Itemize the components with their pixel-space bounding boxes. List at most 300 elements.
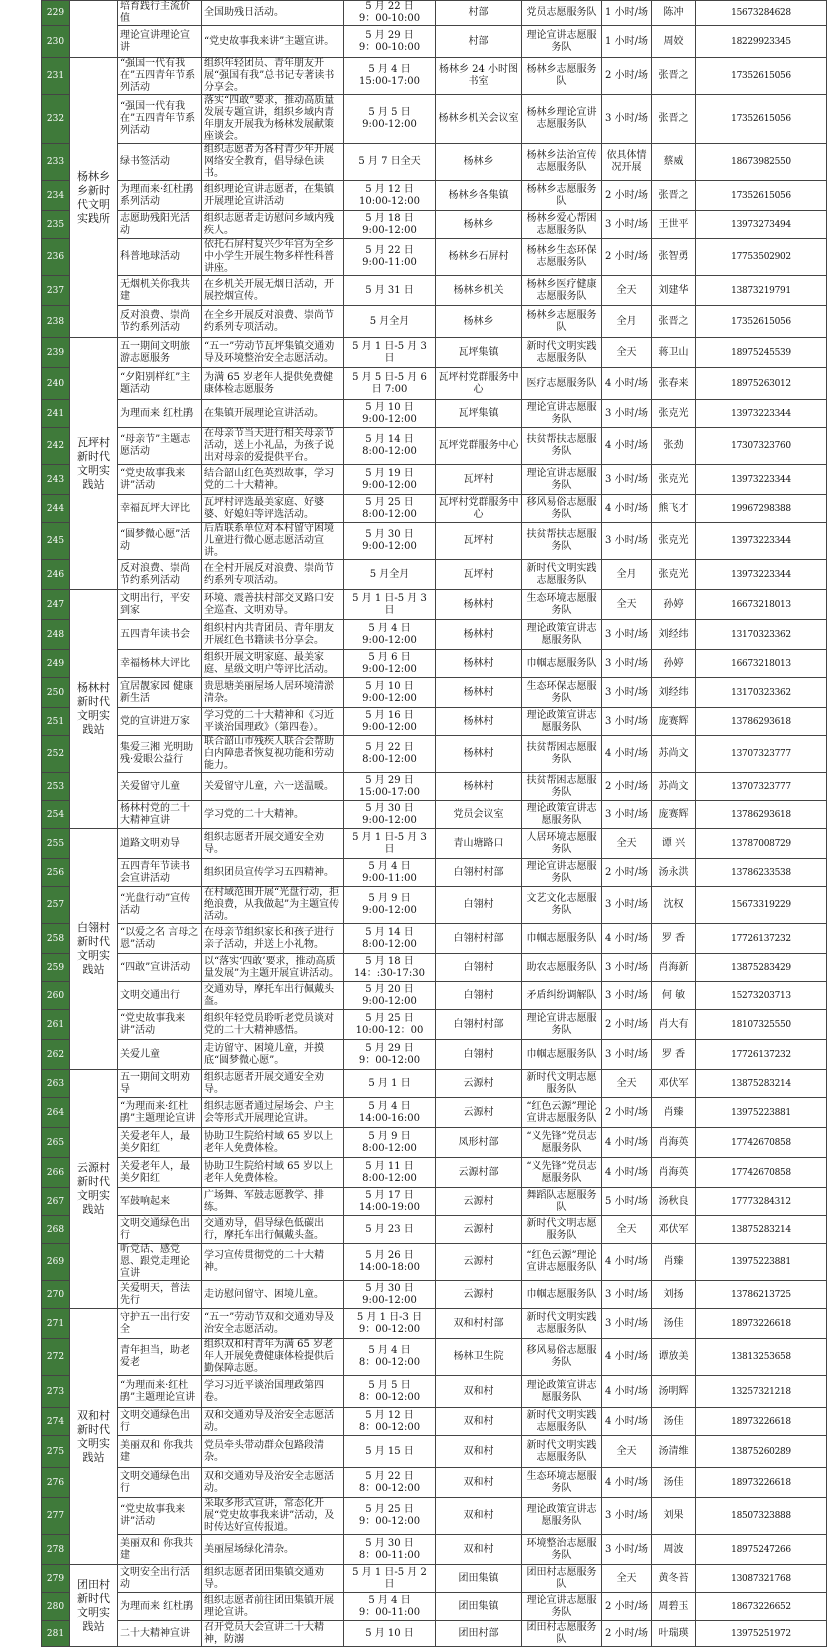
cell-row-number: 254 <box>42 801 70 829</box>
cell-contact: 孙婷 <box>652 590 696 620</box>
cell-phone: 17773284312 <box>696 1188 827 1216</box>
cell-activity: “强国一代有我在”五四青年节系列活动 <box>118 95 202 144</box>
cell-site-site-yanglinxiang: 杨林乡乡新时代文明实践所 <box>70 58 118 338</box>
cell-activity: “强国一代有我在”五四青年节系列活动 <box>118 58 202 95</box>
cell-place: 双和村 <box>436 1408 522 1436</box>
cell-duration: 3 小时/场 <box>602 887 652 924</box>
cell-duration: 1 小时/场 <box>602 26 652 58</box>
cell-contact: 肖臻 <box>652 1098 696 1128</box>
table-row <box>42 1128 827 1158</box>
cell-time: 5 月 16 日 9:00-12:00 <box>344 708 436 736</box>
cell-time: 5 月 18 日 14：:30-17:30 <box>344 954 436 982</box>
cell-team: 杨林乡法治宣传志愿服务队 <box>522 144 602 181</box>
cell-content: 组织志愿者开展交通安全劝导。 <box>202 829 344 859</box>
cell-content: 全国助残日活动。 <box>202 1 344 26</box>
cell-contact: 汤佳 <box>652 1309 696 1339</box>
cell-team: 新时代文明实践志愿服务队 <box>522 1436 602 1468</box>
cell-duration: 2 小时/场 <box>602 239 652 276</box>
cell-time: 5 月 25 日 8:00-12:00 <box>344 495 436 523</box>
cell-team: 新时代文明实践志愿服务队 <box>522 1309 602 1339</box>
cell-duration: 3 小时/场 <box>602 523 652 560</box>
cell-team: 文艺文化志愿服务队 <box>522 887 602 924</box>
table-row <box>42 859 827 887</box>
table-row <box>42 620 827 650</box>
cell-duration: 2 小时/场 <box>602 1621 652 1647</box>
cell-phone: 17753502902 <box>696 239 827 276</box>
cell-team: 团田村志愿服务队 <box>522 1621 602 1647</box>
cell-row-number: 253 <box>42 773 70 801</box>
cell-time: 5 月 4 日 8：00-12:00 <box>344 1339 436 1376</box>
cell-team: “义先锋”党员志愿服务队 <box>522 1158 602 1188</box>
cell-contact: 陈冲 <box>652 1 696 26</box>
cell-row-number: 239 <box>42 338 70 368</box>
cell-row-number: 230 <box>42 26 70 58</box>
cell-activity: 美丽双和 你我共建 <box>118 1535 202 1565</box>
cell-row-number: 237 <box>42 276 70 306</box>
table-row <box>42 1188 827 1216</box>
cell-activity: 五一期间文明劝导 <box>118 1070 202 1098</box>
cell-time: 5 月 19 日 9:00-12:00 <box>344 465 436 495</box>
cell-content: 交通劝导，摩托车出行佩戴头盔。 <box>202 982 344 1010</box>
cell-place: 杨林村 <box>436 590 522 620</box>
cell-row-number: 231 <box>42 58 70 95</box>
cell-content: 在全乡开展反对浪费、崇尚节约系列专项活动。 <box>202 306 344 338</box>
cell-contact: 张克光 <box>652 465 696 495</box>
cell-row-number: 264 <box>42 1098 70 1128</box>
cell-phone: 13875283214 <box>696 1070 827 1098</box>
cell-team: 理论宣讲志愿服务队 <box>522 1593 602 1621</box>
cell-team: 理论政策宣讲志愿服务队 <box>522 1498 602 1535</box>
cell-contact: 刘扬 <box>652 1281 696 1309</box>
table-row <box>42 1408 827 1436</box>
cell-activity: 关爱儿童 <box>118 1040 202 1070</box>
table-row <box>42 924 827 954</box>
cell-place: 杨林乡 24 小时图书室 <box>436 58 522 95</box>
cell-phone: 13973223344 <box>696 400 827 428</box>
cell-time: 5 月 14 日 8:00-12:00 <box>344 428 436 465</box>
table-row <box>42 1593 827 1621</box>
table-row <box>42 495 827 523</box>
cell-row-number: 250 <box>42 678 70 708</box>
cell-row-number: 249 <box>42 650 70 678</box>
cell-row-number: 277 <box>42 1498 70 1535</box>
cell-row-number: 240 <box>42 368 70 400</box>
cell-duration: 3 小时/场 <box>602 1309 652 1339</box>
cell-team: 医疗志愿服务队 <box>522 368 602 400</box>
cell-duration: 4 小时/场 <box>602 1244 652 1281</box>
cell-activity: 宜居靓家园 健康新生活 <box>118 678 202 708</box>
cell-site-site-shuanghe: 双和村新时代文明实践站 <box>70 1309 118 1565</box>
cell-row-number: 238 <box>42 306 70 338</box>
cell-team: 人居环境志愿服务队 <box>522 829 602 859</box>
cell-phone: 13975251972 <box>696 1621 827 1647</box>
cell-place: 双和村村部 <box>436 1309 522 1339</box>
cell-contact: 王世平 <box>652 211 696 239</box>
cell-row-number: 270 <box>42 1281 70 1309</box>
cell-duration: 4 小时/场 <box>602 924 652 954</box>
cell-duration: 2 小时/场 <box>602 859 652 887</box>
cell-duration: 全天 <box>602 276 652 306</box>
cell-place: 杨林村 <box>436 678 522 708</box>
cell-phone: 13786213725 <box>696 1281 827 1309</box>
cell-place: 双和村 <box>436 1468 522 1498</box>
cell-content: 组织团员宣传学习五四精神。 <box>202 859 344 887</box>
cell-phone: 18673982550 <box>696 144 827 181</box>
cell-place: 杨林乡各集镇 <box>436 181 522 211</box>
cell-content: 组织志愿者开展交通安全劝导。 <box>202 1070 344 1098</box>
cell-content: 以“落实‘四敢’要求，推动高质量发展”为主题开展宣讲活动。 <box>202 954 344 982</box>
cell-activity: “为理而来·红杜鹃”主题理论宣讲 <box>118 1376 202 1408</box>
cell-phone: 13875283429 <box>696 954 827 982</box>
cell-place: 白翎村村部 <box>436 859 522 887</box>
cell-time: 5 月 1 日-5 月 3 日 <box>344 338 436 368</box>
cell-row-number: 269 <box>42 1244 70 1281</box>
cell-duration: 3 小时/场 <box>602 954 652 982</box>
cell-row-number: 265 <box>42 1128 70 1158</box>
cell-place: 瓦坪党群服务中心 <box>436 428 522 465</box>
cell-place: 村部 <box>436 26 522 58</box>
cell-row-number: 260 <box>42 982 70 1010</box>
cell-contact: 汤佳 <box>652 1408 696 1436</box>
table-row <box>42 1216 827 1244</box>
cell-place: 云源村 <box>436 1244 522 1281</box>
cell-place: 杨林村 <box>436 620 522 650</box>
cell-contact: 肖臻 <box>652 1244 696 1281</box>
cell-phone: 17352615056 <box>696 58 827 95</box>
cell-phone: 17352615056 <box>696 181 827 211</box>
cell-phone: 13786293618 <box>696 801 827 829</box>
cell-duration: 全天 <box>602 338 652 368</box>
cell-place: 瓦坪集镇 <box>436 400 522 428</box>
cell-activity: 文明出行，平安到家 <box>118 590 202 620</box>
table-row <box>42 276 827 306</box>
cell-duration: 2 小时/场 <box>602 1593 652 1621</box>
cell-content: 环境、震善扶村部交叉路口安全巡查、文明劝导。 <box>202 590 344 620</box>
cell-contact: 庞赛辉 <box>652 801 696 829</box>
cell-time: 5 月 26 日 14:00-18:00 <box>344 1244 436 1281</box>
cell-contact: 邓伏军 <box>652 1216 696 1244</box>
cell-phone: 19967298388 <box>696 495 827 523</box>
cell-place: 瓦坪村 <box>436 523 522 560</box>
cell-row-number: 280 <box>42 1593 70 1621</box>
cell-place: 团田集镇 <box>436 1593 522 1621</box>
cell-time: 5 月 9 日 8:00-12:00 <box>344 1128 436 1158</box>
cell-content: 在全村开展反对浪费、崇尚节约系列专项活动。 <box>202 560 344 590</box>
table-row <box>42 58 827 95</box>
cell-row-number: 258 <box>42 924 70 954</box>
cell-contact: 谭放美 <box>652 1339 696 1376</box>
cell-content: 学习党的二十大精神。 <box>202 801 344 829</box>
cell-duration: 3 小时/场 <box>602 400 652 428</box>
cell-duration: 3 小时/场 <box>602 620 652 650</box>
cell-contact: 黄冬苔 <box>652 1565 696 1593</box>
cell-time: 5 月 31 日 <box>344 276 436 306</box>
cell-time: 5 月 25 日 10:00-12：00 <box>344 1010 436 1040</box>
cell-activity: “党史故事我来讲”活动 <box>118 1010 202 1040</box>
cell-place: 村部 <box>436 1 522 26</box>
cell-contact: 刘果 <box>652 1498 696 1535</box>
cell-contact: 肖海英 <box>652 1128 696 1158</box>
cell-contact: 张克光 <box>652 400 696 428</box>
table-row <box>42 678 827 708</box>
cell-contact: 苏尚文 <box>652 736 696 773</box>
cell-phone: 13973223344 <box>696 523 827 560</box>
table-row <box>42 1010 827 1040</box>
cell-row-number: 275 <box>42 1436 70 1468</box>
cell-phone: 17352615056 <box>696 95 827 144</box>
cell-contact: 蔡威 <box>652 144 696 181</box>
cell-row-number: 278 <box>42 1535 70 1565</box>
cell-activity: 关爱老年人，最美夕阳红 <box>118 1158 202 1188</box>
cell-duration: 全天 <box>602 590 652 620</box>
cell-content: 学习党的二十大精神和《习近平谈治国理政》（第四卷）。 <box>202 708 344 736</box>
cell-site-site-waping: 瓦坪村新时代文明实践站 <box>70 338 118 590</box>
cell-contact: 张春来 <box>652 368 696 400</box>
cell-activity: 幸福杨林大评比 <box>118 650 202 678</box>
cell-content: 召开党员大会宣讲二十大精神，防溺 <box>202 1621 344 1647</box>
cell-content: 组织志愿者前往团田集镇开展理论宣讲。 <box>202 1593 344 1621</box>
cell-duration: 2 小时/场 <box>602 58 652 95</box>
cell-place: 双和村 <box>436 1436 522 1468</box>
cell-time: 5 月 1 日 <box>344 1070 436 1098</box>
cell-place: 瓦坪集镇 <box>436 338 522 368</box>
cell-activity: 文明交通绿色出行 <box>118 1468 202 1498</box>
cell-row-number: 255 <box>42 829 70 859</box>
table-row <box>42 239 827 276</box>
cell-time: 5 月 7 日全天 <box>344 144 436 181</box>
cell-content: 采取多形式宣讲，常态化开展“党史故事我来讲”活动，及时传达好宣传报道。 <box>202 1498 344 1535</box>
cell-content: 学习宣传贯彻党的二十大精神。 <box>202 1244 344 1281</box>
cell-contact: 汤佳 <box>652 1468 696 1498</box>
cell-time: 5 月全月 <box>344 306 436 338</box>
cell-time: 5 月 10 日 9:00-12:00 <box>344 400 436 428</box>
cell-place: 双和村 <box>436 1376 522 1408</box>
cell-duration: 全天 <box>602 1436 652 1468</box>
cell-phone: 17352615056 <box>696 306 827 338</box>
cell-contact: 沈权 <box>652 887 696 924</box>
cell-contact: 庞赛辉 <box>652 708 696 736</box>
cell-row-number: 271 <box>42 1309 70 1339</box>
cell-time: 5 月 12 日 8：00-12:00 <box>344 1408 436 1436</box>
cell-time: 5 月 6 日 9:00-12:00 <box>344 650 436 678</box>
cell-place: 凤形村部 <box>436 1128 522 1158</box>
table-row <box>42 1436 827 1468</box>
cell-contact: 张劲 <box>652 428 696 465</box>
cell-content: 协助卫生院给村域 65 岁以上老年人免费体检。 <box>202 1128 344 1158</box>
cell-row-number: 261 <box>42 1010 70 1040</box>
cell-phone: 13875283214 <box>696 1216 827 1244</box>
table-row <box>42 95 827 144</box>
cell-time: 5 月 5 日 9:00-12:00 <box>344 95 436 144</box>
cell-team: 巾帼志愿服务队 <box>522 924 602 954</box>
cell-place: 双和村 <box>436 1498 522 1535</box>
cell-phone: 13786233538 <box>696 859 827 887</box>
table-row <box>42 1040 827 1070</box>
table-row <box>42 560 827 590</box>
cell-time: 5 月 4 日 9:00-11:00 <box>344 859 436 887</box>
cell-activity: 党的宣讲进万家 <box>118 708 202 736</box>
table-row <box>42 887 827 924</box>
cell-place: 白翎村 <box>436 887 522 924</box>
cell-team: 新时代文明志愿服务队 <box>522 1216 602 1244</box>
cell-activity: “圆梦微心愿”活动 <box>118 523 202 560</box>
cell-contact: 何 敏 <box>652 982 696 1010</box>
cell-content: 组织开展文明家庭、最美家庭、星级文明户等评比活动。 <box>202 650 344 678</box>
cell-content: 结合韶山红色英烈故事，学习党的二十大精神。 <box>202 465 344 495</box>
cell-time: 5 月 18 日 9:00-12:00 <box>344 211 436 239</box>
cell-team: “红色云源”理论宣讲志愿服务队 <box>522 1098 602 1128</box>
cell-row-number: 268 <box>42 1216 70 1244</box>
cell-activity: 绿书签活动 <box>118 144 202 181</box>
cell-phone: 15673284628 <box>696 1 827 26</box>
table-row <box>42 1070 827 1098</box>
cell-row-number: 248 <box>42 620 70 650</box>
cell-team: 生态环保志愿服务队 <box>522 678 602 708</box>
cell-duration: 4 小时/场 <box>602 428 652 465</box>
cell-team: 杨林乡志愿服务队 <box>522 58 602 95</box>
cell-content: 组织志愿者为各村青少年开展网络安全教育，倡导绿色读书。 <box>202 144 344 181</box>
cell-time: 5 月 4 日 9：00-11:00 <box>344 1593 436 1621</box>
cell-team: 移风易俗志愿服务队 <box>522 495 602 523</box>
cell-row-number: 272 <box>42 1339 70 1376</box>
cell-contact: 熊飞才 <box>652 495 696 523</box>
table-row <box>42 368 827 400</box>
cell-row-number: 246 <box>42 560 70 590</box>
cell-phone: 17742670858 <box>696 1158 827 1188</box>
cell-team: 理论政策宣讲志愿服务队 <box>522 1376 602 1408</box>
cell-activity: 关爱老年人，最美夕阳红 <box>118 1128 202 1158</box>
cell-activity: 美丽双和 你我共建 <box>118 1436 202 1468</box>
cell-phone: 13786293618 <box>696 708 827 736</box>
cell-activity: 文明交通绿色出行 <box>118 1408 202 1436</box>
cell-activity: 为理而来 红杜鹃 <box>118 400 202 428</box>
cell-contact: 邓伏军 <box>652 1070 696 1098</box>
cell-team: 新时代文明实践志愿服务队 <box>522 560 602 590</box>
cell-row-number: 252 <box>42 736 70 773</box>
cell-row-number: 276 <box>42 1468 70 1498</box>
cell-activity: 文明交通出行 <box>118 982 202 1010</box>
table-row <box>42 801 827 829</box>
cell-place: 杨林乡 <box>436 306 522 338</box>
cell-team: 扶贫帮扶志愿服务队 <box>522 523 602 560</box>
table-row <box>42 982 827 1010</box>
cell-content: 走访留守、困境儿童，并摸底“圆梦微心愿”。 <box>202 1040 344 1070</box>
cell-team: 新时代文明实践志愿服务队 <box>522 338 602 368</box>
cell-contact: 蒋卫山 <box>652 338 696 368</box>
cell-contact: 肖大有 <box>652 1010 696 1040</box>
cell-row-number: 251 <box>42 708 70 736</box>
cell-duration: 2 小时/场 <box>602 181 652 211</box>
cell-content: 交通劝导，倡导绿色低碳出行，摩托车出行佩戴头盔。 <box>202 1216 344 1244</box>
cell-content: 瓦坪村评选最美家庭、好婆婆、好媳妇等评选活动。 <box>202 495 344 523</box>
cell-activity: “夕阳别样红”主题活动 <box>118 368 202 400</box>
cell-time: 5 月 10 日 <box>344 1621 436 1647</box>
cell-content: 组织志愿者走访慰问乡域内残疾人。 <box>202 211 344 239</box>
cell-phone: 13707323777 <box>696 736 827 773</box>
cell-activity: 军鼓响起来 <box>118 1188 202 1216</box>
cell-duration: 2 小时/场 <box>602 1098 652 1128</box>
table-row <box>42 1339 827 1376</box>
cell-phone: 13873219791 <box>696 276 827 306</box>
cell-duration: 3 小时/场 <box>602 982 652 1010</box>
cell-contact: 汤明辉 <box>652 1376 696 1408</box>
table-row <box>42 1098 827 1128</box>
cell-team: 理论政策宣讲志愿服务队 <box>522 708 602 736</box>
cell-team: 党员志愿服务队 <box>522 1 602 26</box>
table-row <box>42 1 827 26</box>
cell-activity: “四敢”宣讲活动 <box>118 954 202 982</box>
cell-content: 为满 65 岁老年人提供免费健康体检志愿服务 <box>202 368 344 400</box>
cell-contact: 罗 香 <box>652 1040 696 1070</box>
table-row <box>42 1621 827 1647</box>
cell-contact: 肖海英 <box>652 1158 696 1188</box>
cell-time: 5 月 11 日 8:00-12:00 <box>344 1158 436 1188</box>
cell-duration: 2 小时/场 <box>602 1010 652 1040</box>
cell-contact: 谭 兴 <box>652 829 696 859</box>
cell-time: 5 月 29 日 15:00-17:00 <box>344 773 436 801</box>
cell-duration: 全月 <box>602 560 652 590</box>
cell-team: 理论政策宣讲志愿服务队 <box>522 620 602 650</box>
cell-contact: 张晋之 <box>652 306 696 338</box>
cell-phone: 13707323777 <box>696 773 827 801</box>
cell-activity: 集爱三湘 光明助残·爱眼公益行 <box>118 736 202 773</box>
cell-time: 5 月 20 日 9:00-12:00 <box>344 982 436 1010</box>
cell-team: 理论宣讲志愿服务队 <box>522 400 602 428</box>
cell-phone: 18975247266 <box>696 1535 827 1565</box>
cell-activity: 二十大精神宣讲 <box>118 1621 202 1647</box>
cell-activity: 反对浪费、崇尚节约系列活动 <box>118 306 202 338</box>
cell-team: 杨林乡志愿服务队 <box>522 306 602 338</box>
cell-duration: 3 小时/场 <box>602 1281 652 1309</box>
cell-contact: 张克光 <box>652 523 696 560</box>
cell-content: 关爱留守儿童，六一送温暖。 <box>202 773 344 801</box>
table-row <box>42 1376 827 1408</box>
cell-contact: 汤永洪 <box>652 859 696 887</box>
cell-place: 云源村 <box>436 1188 522 1216</box>
cell-activity: 关爱明天，普法先行 <box>118 1281 202 1309</box>
cell-phone: 13973223344 <box>696 465 827 495</box>
cell-activity: “母亲节”主题志愿活动 <box>118 428 202 465</box>
cell-place: 青山塘路口 <box>436 829 522 859</box>
cell-row-number: 257 <box>42 887 70 924</box>
cell-duration: 4 小时/场 <box>602 1468 652 1498</box>
cell-time: 5 月 9 日 9:00-12:00 <box>344 887 436 924</box>
cell-duration: 全天 <box>602 829 652 859</box>
table-row <box>42 523 827 560</box>
cell-time: 5 月 22 日 8：00-12:00 <box>344 1468 436 1498</box>
cell-phone: 18973226618 <box>696 1468 827 1498</box>
cell-site-site-bailing: 白翎村新时代文明实践站 <box>70 829 118 1070</box>
cell-place: 白翎村村部 <box>436 1010 522 1040</box>
table-row <box>42 211 827 239</box>
cell-place: 瓦坪村 <box>436 560 522 590</box>
cell-place: 白翎村 <box>436 982 522 1010</box>
cell-place: 杨林村 <box>436 650 522 678</box>
cell-activity: “党史故事我来讲”活动 <box>118 1498 202 1535</box>
cell-time: 5 月全月 <box>344 560 436 590</box>
cell-place: 白翎村村部 <box>436 924 522 954</box>
cell-phone: 18973226618 <box>696 1408 827 1436</box>
cell-content: 后盾联系单位对本村留守困境儿童进行微心愿志愿活动宣讲。 <box>202 523 344 560</box>
cell-content: 在集镇开展理论宣讲活动。 <box>202 400 344 428</box>
cell-phone: 13170323362 <box>696 678 827 708</box>
cell-duration: 3 小时/场 <box>602 708 652 736</box>
cell-place: 白翎村 <box>436 1040 522 1070</box>
cell-content: 走访慰问留守、困境儿童。 <box>202 1281 344 1309</box>
cell-time: 5 月 15 日 <box>344 1436 436 1468</box>
cell-team: 杨林乡生态环保志愿服务队 <box>522 239 602 276</box>
table-row <box>42 708 827 736</box>
